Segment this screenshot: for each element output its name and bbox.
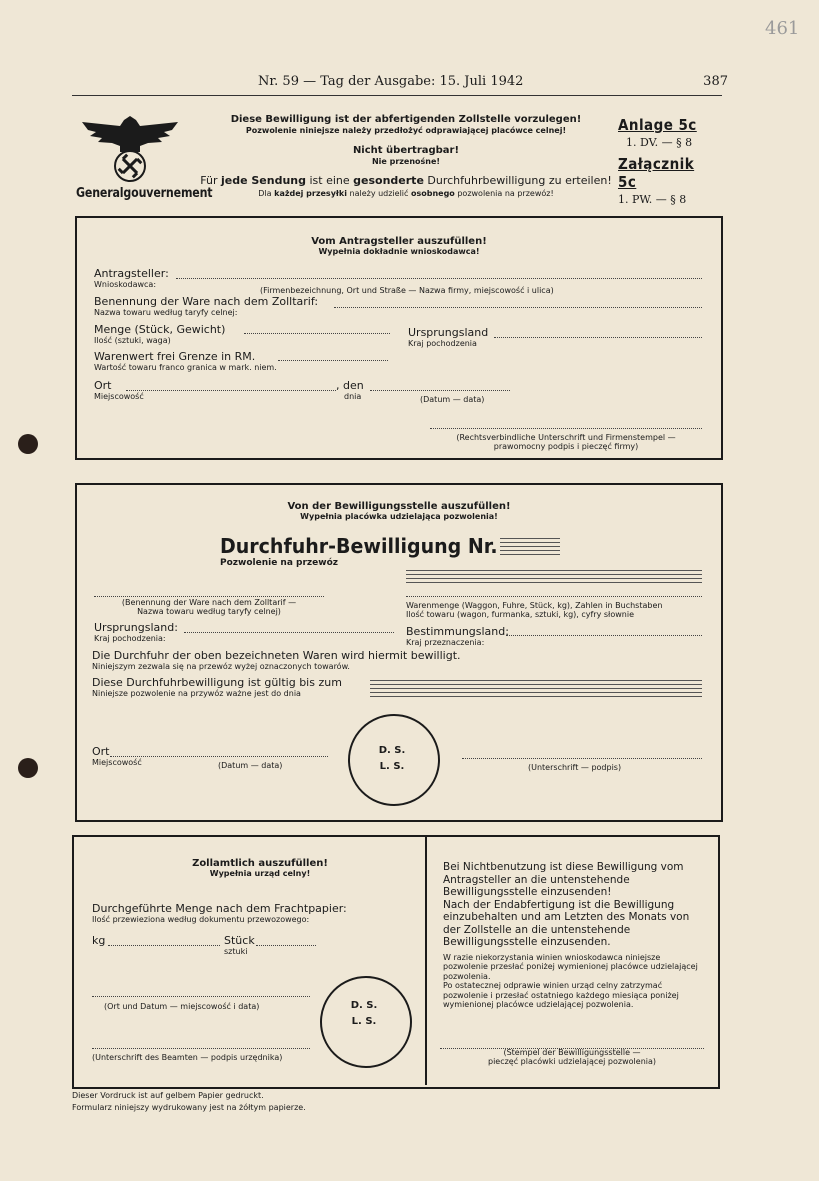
notice-3-pl: Dla każdej przesyłki należy udzielić osobnego pozwolenia na przewóz! [258,189,554,198]
goods-label-de: Benennung der Ware nach dem Zolltarif: [94,295,319,308]
pieces-label [224,935,255,956]
footer-note [72,1091,306,1112]
date-label-de: , den [336,379,364,392]
authority-place-field[interactable] [110,746,328,757]
authority-stamp-hint: (Stempel der Bewilligungsstelle — pieczęć placówki udzielającej pozwolenia) [487,1048,657,1066]
issue-title: Nr. 59 — Tag der Ausgabe: 15. Juli 1942 [258,74,524,89]
authority-heading-pl: Wypełnia placówka udzielająca pozwolenia! [300,512,498,521]
authority-place-label-de: Ort [92,745,110,758]
customs-heading-de: Zollamtlich auszufüllen! [192,858,328,869]
officer-signature-field[interactable] [92,1038,310,1049]
header-rule [72,95,722,96]
notice-1-pl: Pozwolenie niniejsze należy przedłożyć odprawiającej placówce celnej! [245,126,567,135]
notice-2-pl: Nie przenośne! [371,157,441,166]
authority-quantity-field[interactable] [406,588,702,597]
notice-1-de: Diese Bewilligung ist der abfertigenden Zollstelle vorzulegen! [230,114,582,125]
notice-3-de: Für jede Sendung ist eine gesonderte Durchfuhrbewilligung zu erteilen! [200,174,612,187]
applicant-heading [75,236,723,256]
date-label-pl: dnia [344,392,362,401]
instructions-final-de: Nach der Endabfertigung ist die Bewilligung einzubehalten und am Letzten des Monats von der Zollstelle an die untenstehende Bewilligungsstelle einzusenden. [443,898,690,948]
applicant-field[interactable] [176,268,702,279]
permit-title [220,534,512,568]
authority-goods-hint: (Benennung der Ware nach dem Zolltarif — Nazwa towaru według taryfy celnej) [121,598,297,616]
place-label-pl: Miejscowość [94,392,144,401]
authority-seal-text: D. S. L. S. [378,745,406,772]
corner-note: 461 [765,18,800,39]
header-notices [196,114,616,198]
applicant-label-de: Antragsteller: [94,267,169,280]
kg-label: kg [92,934,106,947]
quantity-label [94,324,225,345]
destination-field[interactable] [506,625,702,636]
authority-heading [75,501,723,521]
annex-ref-pl: 1. PW. — § 8 [618,193,687,206]
punch-hole-bottom [18,758,38,778]
authority-place-label-pl: Miejscowość [92,758,142,767]
destination-label-de: Bestimmungsland: [406,625,509,638]
pieces-label-de: Stück [224,934,255,947]
value-label-de: Warenwert frei Grenze in RM. [94,350,256,363]
instructions-return-de: Bei Nichtbenutzung ist diese Bewilligung vom Antragsteller an die untenstehende Bewilligungsstelle einzusenden! [443,861,684,898]
eagle-emblem-icon [80,116,180,182]
annex-title-pl: Załącznik 5c [618,155,695,191]
permit-title-pl: Pozwolenie na przewóz [220,558,339,568]
footer-note-pl: Formularz niniejszy wydrukowany jest na żółtym papierze. [72,1103,306,1112]
validity-label [92,677,342,698]
quantity-label-de: Menge (Stück, Gewicht) [94,323,226,336]
origin-label [408,327,488,348]
authority-date-hint: (Datum — data) [218,761,283,770]
applicant-hint: (Firmenbezeichnung, Ort und Straße — Nazwa firmy, miejscowość i ulica) [260,286,554,295]
footer-note-de: Dieser Vordruck ist auf gelbem Papier gedruckt. [72,1091,264,1100]
customs-section-divider [425,837,427,1085]
customs-heading [140,858,380,878]
approval-statement [92,650,461,671]
signature-field[interactable] [430,418,702,429]
date-field[interactable] [370,380,510,391]
page-number: 387 [703,74,728,89]
pieces-field[interactable] [256,935,316,946]
permit-number-field[interactable] [500,538,560,556]
value-label [94,351,277,372]
authority-origin-label [94,622,178,643]
customs-quantity-label [92,903,347,924]
notice-2-de: Nicht übertragbar! [352,145,460,156]
annex-label [618,116,728,212]
authority-heading-de: Von der Bewilligungsstelle auszufüllen! [287,501,511,512]
validity-label-pl: Niniejsze pozwolenie na przywóz ważne jest do dnia [92,689,301,698]
authority-goods-field[interactable] [94,588,324,597]
permit-title-de: Durchfuhr-Bewilligung Nr. [220,534,498,558]
annex-ref-de: 1. DV. — § 8 [626,136,693,149]
applicant-label [94,268,169,289]
date-label [336,380,364,401]
validity-date-field[interactable] [370,680,702,698]
instructions-return-pl: W razie niekorzystania winien wnioskodawca niniejsze pozwolenie przesłać poniżej wymienionej placówce udzielającej pozwolenia. [443,952,698,981]
customs-quantity-label-de: Durchgeführte Menge nach dem Frachtpapier: [92,902,347,915]
instructions-final-pl: Po ostatecznej odprawie winien urząd celny zatrzymać pozwolenie i przesłać ostatniego każdego miesiąca poniżej wymienionej placówce udzielającej pozwolenia. [443,981,679,1010]
authority-origin-label-pl: Kraj pochodzenia: [94,634,166,643]
customs-place-field[interactable] [92,986,310,997]
value-label-pl: Wartość towaru franco granica w mark. niem. [94,363,277,372]
origin-label-de: Ursprungsland [408,326,489,339]
destination-label-pl: Kraj przeznaczenia: [406,638,485,647]
customs-heading-pl: Wypełnia urząd celny! [209,869,311,878]
authority-signature-hint: (Unterschrift — podpis) [528,763,622,772]
authority-signature-field[interactable] [462,748,702,759]
place-field[interactable] [126,380,336,391]
approval-statement-de: Die Durchfuhr der oben bezeichneten Waren wird hiermit bewilligt. [92,649,461,662]
authority-quantity-hint: Warenmenge (Waggon, Fuhre, Stück, kg), Zahlen in Buchstaben Ilość towaru (wagon, furmanka, sztuki, kg), cyfry słownie [406,601,663,619]
page-header [258,74,728,89]
authority-origin-label-de: Ursprungsland: [94,621,178,634]
goods-label [94,296,318,317]
validity-label-de: Diese Durchfuhrbewilligung ist gültig bis zum [92,676,342,689]
customs-quantity-label-pl: Ilość przewieziona według dokumentu przewozowego: [92,915,310,924]
quantity-field[interactable] [244,323,390,334]
customs-seal-text: D. S. L. S. [350,1000,378,1027]
customs-place-hint: (Ort und Datum — miejscowość i data) [104,1002,260,1011]
pieces-label-pl: sztuki [224,947,248,956]
applicant-heading-pl: Wypełnia dokładnie wnioskodawca! [318,247,480,256]
quantity-label-pl: Ilość (sztuki, waga) [94,336,171,345]
value-field[interactable] [278,350,388,361]
applicant-heading-de: Vom Antragsteller auszufüllen! [311,236,487,247]
applicant-label-pl: Wnioskodawca: [94,280,157,289]
authority-origin-field[interactable] [184,622,394,633]
goods-label-pl: Nazwa towaru według taryfy celnej: [94,308,238,317]
issuer-name: Generalgouvernement [76,186,213,201]
approval-statement-pl: Niniejszym zezwala się na przewóz wyżej oznaczonych towarów. [92,662,350,671]
goods-field[interactable] [334,297,702,308]
signature-hint: (Rechtsverbindliche Unterschrift und Firmenstempel — prawomocny podpis i pieczęć firmy) [456,433,676,451]
punch-hole-top [18,434,38,454]
officer-signature-hint: (Unterschrift des Beamten — podpis urzędnika) [92,1053,283,1062]
place-label-de: Ort [94,379,112,392]
annex-title-de: Anlage 5c [618,116,697,134]
origin-label-pl: Kraj pochodzenia [408,339,477,348]
goods-quantity-hatch [406,570,702,584]
date-hint: (Datum — data) [420,395,485,404]
origin-field[interactable] [494,327,702,338]
kg-field[interactable] [108,935,220,946]
instructions-panel [443,861,705,1010]
destination-label [406,626,509,647]
